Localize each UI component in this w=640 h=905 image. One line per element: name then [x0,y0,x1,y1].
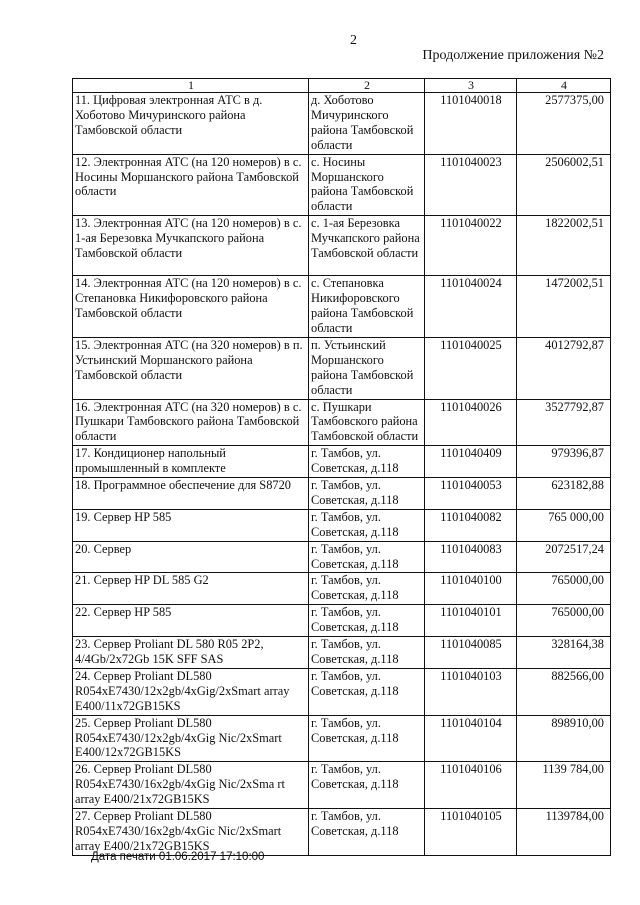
item-name: 24. Сервер Proliant DL580 R054xE7430/12x2gb/4xGig/2xSmart array E400/11x72GB15KS [73,668,309,715]
table-row [73,605,611,637]
item-name: 21. Сервер HP DL 585 G2 [73,573,309,605]
item-location: г. Тамбов, ул. Советская, д.118 [309,637,425,669]
item-name: 18. Программное обеспечение для S8720 [73,478,309,510]
item-location: г. Тамбов, ул. Советская, д.118 [309,668,425,715]
item-amount: 765 000,00 [517,509,611,541]
table-row [73,541,611,573]
item-location: г. Тамбов, ул. Советская, д.118 [309,605,425,637]
item-amount: 882566,00 [517,668,611,715]
item-code: 1101040025 [425,337,517,399]
item-code: 1101040022 [425,216,517,276]
item-location: г. Тамбов, ул. Советская, д.118 [309,541,425,573]
item-location: г. Тамбов, ул. Советская, д.118 [309,446,425,478]
item-location: г. Тамбов, ул. Советская, д.118 [309,573,425,605]
item-name: 13. Электронная АТС (на 120 номеров) в с. 1-ая Березовка Мучкапского района Тамбовской области [73,216,309,276]
item-name: 22. Сервер HP 585 [73,605,309,637]
item-code: 1101040023 [425,154,517,216]
item-name: 20. Сервер [73,541,309,573]
item-name: 26. Сервер Proliant DL580 R054xE7430/16x2gb/4xGig Nic/2xSma rt array E400/21x72GB15KS [73,762,309,809]
assets-table [72,78,611,856]
table-header-row [73,79,611,93]
item-amount: 328164,38 [517,637,611,669]
item-location: г. Тамбов, ул. Советская, д.118 [309,478,425,510]
table-row [73,216,611,276]
print-date: Дата печати 01.06.2017 17:10:00 [91,851,265,863]
item-amount: 2506002,51 [517,154,611,216]
item-code: 1101040026 [425,399,517,446]
item-amount: 979396,87 [517,446,611,478]
item-location: г. Тамбов, ул. Советская, д.118 [309,509,425,541]
item-location: с. Степановка Никифоровского района Тамбовской области [309,276,425,338]
item-amount: 1139 784,00 [517,762,611,809]
item-location: г. Тамбов, ул. Советская, д.118 [309,715,425,762]
item-code: 1101040409 [425,446,517,478]
item-code: 1101040104 [425,715,517,762]
item-amount: 765000,00 [517,605,611,637]
table-row [73,276,611,338]
column-header: 4 [517,79,611,93]
table-row [73,809,611,856]
item-code: 1101040105 [425,809,517,856]
item-amount: 1139784,00 [517,809,611,856]
item-code: 1101040053 [425,478,517,510]
column-header: 3 [425,79,517,93]
item-name: 17. Кондиционер напольный промышленный в комплекте [73,446,309,478]
item-amount: 1472002,51 [517,276,611,338]
item-name: 11. Цифровая электронная АТС в д. Хоботово Мичуринского района Тамбовской области [73,93,309,155]
item-amount: 2072517,24 [517,541,611,573]
table-row [73,715,611,762]
table-row [73,668,611,715]
table-row [73,762,611,809]
item-amount: 2577375,00 [517,93,611,155]
item-location: с. 1-ая Березовка Мучкапского района Тамбовской области [309,216,425,276]
item-code: 1101040106 [425,762,517,809]
item-name: 12. Электронная АТС (на 120 номеров) в с. Носины Моршанского района Тамбовской области [73,154,309,216]
item-location: д. Хоботово Мичуринского района Тамбовской области [309,93,425,155]
column-header: 1 [73,79,309,93]
item-amount: 4012792,87 [517,337,611,399]
table-row [73,154,611,216]
item-amount: 3527792,87 [517,399,611,446]
item-name: 15. Электронная АТС (на 320 номеров) в п. Устьинский Моршанского района Тамбовской области [73,337,309,399]
item-code: 1101040085 [425,637,517,669]
item-location: п. Устьинский Моршанского района Тамбовской области [309,337,425,399]
item-name: 23. Сервер Proliant DL 580 R05 2P2, 4/4Gb/2x72Gb 15K SFF SAS [73,637,309,669]
column-header: 2 [309,79,425,93]
table-row [73,446,611,478]
table-row [73,93,611,155]
appendix-title: Продолжение приложения №2 [422,48,604,63]
item-location: г. Тамбов, ул. Советская, д.118 [309,809,425,856]
item-code: 1101040100 [425,573,517,605]
table-row [73,399,611,446]
page-number: 2 [350,33,357,48]
item-location: с. Пушкари Тамбовского района Тамбовской области [309,399,425,446]
table-row [73,637,611,669]
item-name: 16. Электронная АТС (на 320 номеров) в с. Пушкари Тамбовского района Тамбовской области [73,399,309,446]
table-row [73,573,611,605]
item-amount: 765000,00 [517,573,611,605]
item-name: 14. Электронная АТС (на 120 номеров) в с. Степановка Никифоровского района Тамбовской области [73,276,309,338]
item-code: 1101040018 [425,93,517,155]
item-code: 1101040101 [425,605,517,637]
item-name: 19. Сервер HP 585 [73,509,309,541]
item-name: 27. Сервер Proliant DL580 R054xE7430/16x2gb/4xGic Nic/2xSmart array E400/21x72GB15KS [73,809,309,856]
item-code: 1101040024 [425,276,517,338]
table-row [73,478,611,510]
item-name: 25. Сервер Proliant DL580 R054xE7430/12x2gb/4xGig Nic/2xSmart E400/12x72GB15KS [73,715,309,762]
item-location: г. Тамбов, ул. Советская, д.118 [309,762,425,809]
item-amount: 623182,88 [517,478,611,510]
item-code: 1101040083 [425,541,517,573]
item-location: с. Носины Моршанского района Тамбовской области [309,154,425,216]
item-amount: 1822002,51 [517,216,611,276]
item-code: 1101040082 [425,509,517,541]
item-amount: 898910,00 [517,715,611,762]
table-row [73,337,611,399]
item-code: 1101040103 [425,668,517,715]
table-row [73,509,611,541]
